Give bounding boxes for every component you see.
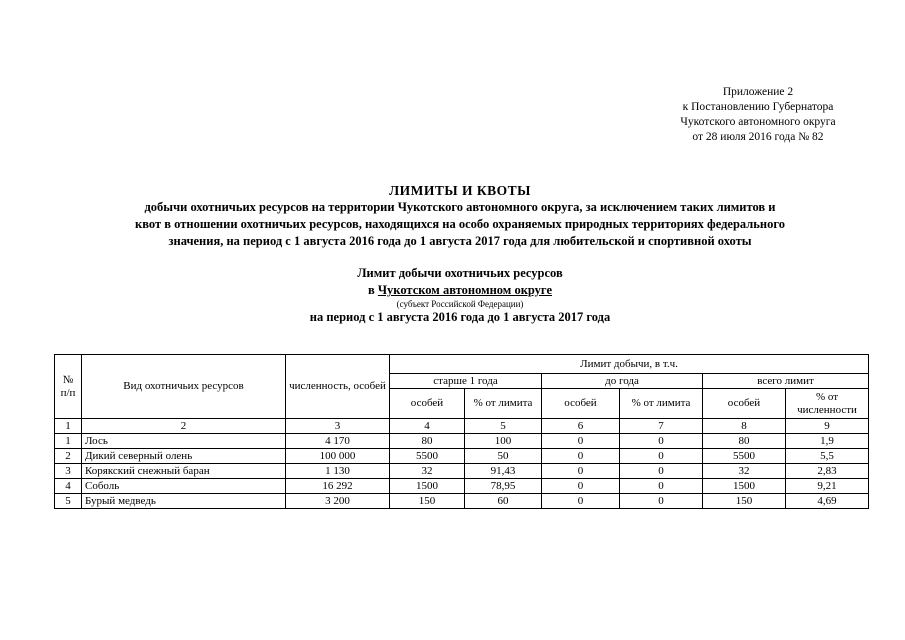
column-number: 3 [286, 419, 390, 434]
subtitle-line: Лимит добычи охотничьих ресурсов [357, 266, 563, 280]
population-value: 100 000 [286, 449, 390, 464]
appendix-line: Чукотского автономного округа [680, 116, 836, 128]
species-name: Соболь [82, 479, 286, 494]
header-limit: Лимит добычи, в т.ч. [390, 355, 869, 374]
total-count: 80 [703, 434, 786, 449]
table-row [55, 494, 869, 509]
total-pct: 4,69 [786, 494, 869, 509]
period-line: на период с 1 августа 2016 года до 1 августа 2017 года [309, 310, 611, 324]
under-count: 0 [542, 494, 620, 509]
under-count: 0 [542, 449, 620, 464]
population-value: 4 170 [286, 434, 390, 449]
species-name: Лось [82, 434, 286, 449]
total-pct: 1,9 [786, 434, 869, 449]
under-count: 0 [542, 464, 620, 479]
subtitle-region-line [40, 282, 880, 299]
appendix-line: Приложение 2 [722, 86, 794, 98]
header-total: всего лимит [703, 374, 869, 389]
row-number: 5 [55, 494, 82, 509]
table-row [55, 479, 869, 494]
under-count: 0 [542, 479, 620, 494]
table-row [55, 434, 869, 449]
under-pct: 0 [620, 449, 703, 464]
column-number: 4 [390, 419, 465, 434]
column-number: 1 [55, 419, 82, 434]
header-under-count: особей [542, 389, 620, 419]
total-count: 150 [703, 494, 786, 509]
row-number: 4 [55, 479, 82, 494]
total-count: 32 [703, 464, 786, 479]
header-total-count: особей [703, 389, 786, 419]
total-pct: 5,5 [786, 449, 869, 464]
column-number: 9 [786, 419, 869, 434]
header-num: № п/п [55, 355, 82, 419]
header-population: численность, особей [286, 355, 390, 419]
title-line: значения, на период с 1 августа 2016 года до 1 августа 2017 года для любительской и спортивной охоты [168, 234, 752, 248]
under-count: 0 [542, 434, 620, 449]
table-row [55, 464, 869, 479]
subtitle-block [40, 265, 880, 326]
header-older: старше 1 года [390, 374, 542, 389]
column-number: 8 [703, 419, 786, 434]
title-line: добычи охотничьих ресурсов на территории Чукотского автономного округа, за исключением таких лимитов и [144, 200, 776, 214]
older-pct: 91,43 [465, 464, 542, 479]
older-count: 5500 [390, 449, 465, 464]
header-under-pct: % от лимита [620, 389, 703, 419]
header-under: до года [542, 374, 703, 389]
row-number: 2 [55, 449, 82, 464]
column-number-row [55, 419, 869, 434]
under-pct: 0 [620, 479, 703, 494]
total-pct: 2,83 [786, 464, 869, 479]
older-pct: 100 [465, 434, 542, 449]
under-pct: 0 [620, 434, 703, 449]
column-number: 7 [620, 419, 703, 434]
older-pct: 78,95 [465, 479, 542, 494]
species-name: Корякский снежный баран [82, 464, 286, 479]
region-note: (субъект Российской Федерации) [396, 299, 524, 309]
header-total-pct: % от численности [786, 389, 869, 419]
older-count: 80 [390, 434, 465, 449]
under-pct: 0 [620, 494, 703, 509]
under-pct: 0 [620, 464, 703, 479]
row-number: 1 [55, 434, 82, 449]
title-line: квот в отношении охотничьих ресурсов, находящихся на особо охраняемых природных территориях федерального [135, 217, 785, 231]
region-name: Чукотском автономном округе [377, 283, 552, 297]
row-number: 3 [55, 464, 82, 479]
header-older-pct: % от лимита [465, 389, 542, 419]
older-pct: 50 [465, 449, 542, 464]
header-species: Вид охотничьих ресурсов [82, 355, 286, 419]
older-count: 1500 [390, 479, 465, 494]
limits-table [54, 354, 869, 509]
population-value: 16 292 [286, 479, 390, 494]
species-name: Дикий северный олень [82, 449, 286, 464]
table-row [55, 449, 869, 464]
population-value: 3 200 [286, 494, 390, 509]
total-pct: 9,21 [786, 479, 869, 494]
population-value: 1 130 [286, 464, 390, 479]
main-title: ЛИМИТЫ И КВОТЫ [389, 183, 531, 198]
older-count: 150 [390, 494, 465, 509]
column-number: 2 [82, 419, 286, 434]
species-name: Бурый медведь [82, 494, 286, 509]
column-number: 5 [465, 419, 542, 434]
subtitle-prefix: в [367, 283, 378, 297]
total-count: 5500 [703, 449, 786, 464]
appendix-header [640, 85, 876, 145]
header-older-count: особей [390, 389, 465, 419]
appendix-line: от 28 июля 2016 года № 82 [692, 131, 824, 143]
older-count: 32 [390, 464, 465, 479]
document-title [40, 182, 880, 250]
column-number: 6 [542, 419, 620, 434]
appendix-line: к Постановлению Губернатора [682, 101, 834, 113]
older-pct: 60 [465, 494, 542, 509]
total-count: 1500 [703, 479, 786, 494]
